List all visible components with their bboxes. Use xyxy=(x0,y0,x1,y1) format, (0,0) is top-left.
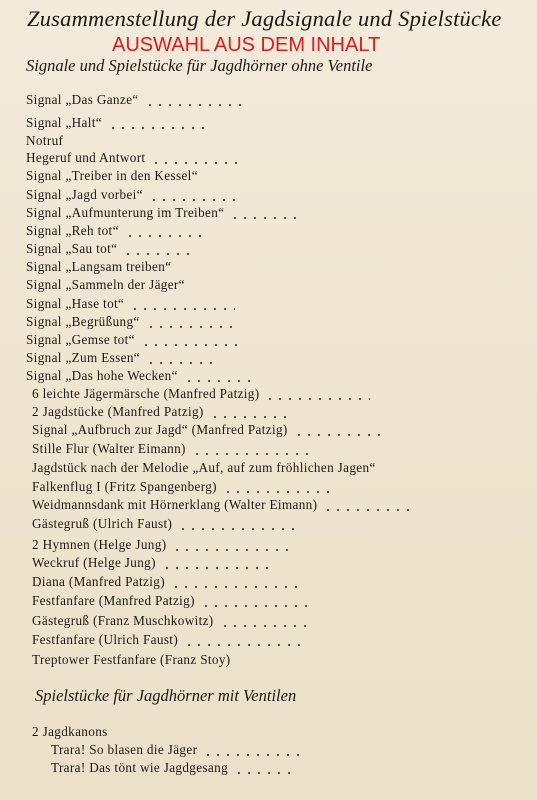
dot-leader xyxy=(199,592,310,608)
list-item xyxy=(0,91,248,109)
list-item-label: Diana (Manfred Patzig) xyxy=(32,574,165,589)
list-item xyxy=(0,573,300,591)
list-item-label: Signal „Treiber in den Kessel“ xyxy=(26,168,198,183)
dot-leader xyxy=(228,204,303,220)
list-item-label: Signal „Gemse tot“ xyxy=(26,332,135,347)
list-item-label: Festfanfare (Ulrich Faust) xyxy=(32,632,179,647)
list-item-label: Signal „Aufbruch zur Jagd“ (Manfred Patzig) xyxy=(32,422,288,437)
dot-leader xyxy=(380,459,475,475)
list-item-label: Trara! Das tönt wie Jagdgesang xyxy=(51,760,229,775)
list-item-label: Signal „Sau tot“ xyxy=(26,241,118,256)
dot-leader xyxy=(232,759,290,775)
list-item-label: Signal „Langsam treiben“ xyxy=(26,259,172,274)
dot-leader xyxy=(263,385,370,401)
list-item-label: Signal „Sammeln der Jäger“ xyxy=(26,277,185,292)
dot-leader xyxy=(175,258,240,274)
list-item xyxy=(0,331,238,349)
list-item xyxy=(0,222,201,240)
list-item xyxy=(0,496,410,514)
list-item xyxy=(0,186,240,204)
list-item xyxy=(0,759,290,777)
dot-leader xyxy=(235,651,315,667)
dot-leader xyxy=(139,331,238,347)
dot-leader xyxy=(144,349,218,365)
list-item xyxy=(0,440,310,458)
list-item-label: 2 Jagdkanons xyxy=(32,724,108,739)
list-item-label: Hegeruf und Antwort xyxy=(26,150,146,165)
list-item-label: Weckruf (Helge Jung) xyxy=(32,555,156,570)
list-item xyxy=(0,276,245,294)
dot-leader xyxy=(292,421,380,437)
dot-leader xyxy=(201,741,305,757)
section-heading-without-valves: Signale und Spielstücke für Jagdhörner ohne Ventile xyxy=(26,56,373,75)
list-item-label: Signal „Jagd vorbei“ xyxy=(26,187,143,202)
dot-leader xyxy=(208,403,290,419)
dot-leader xyxy=(123,222,201,238)
list-item xyxy=(0,258,240,276)
dot-leader xyxy=(106,114,205,130)
list-item xyxy=(0,741,305,759)
list-item-label: Gästegruß (Ulrich Faust) xyxy=(32,516,173,531)
list-item xyxy=(0,612,310,630)
dot-leader xyxy=(202,167,272,183)
dot-leader xyxy=(221,478,330,494)
list-item-label: Signal „Begrüßung“ xyxy=(26,314,140,329)
list-item-label: Gästegruß (Franz Muschkowitz) xyxy=(32,613,214,628)
page-title: Zusammenstellung der Jagdsignale und Spielstücke xyxy=(27,6,502,31)
list-item xyxy=(0,313,235,331)
list-item-label: Signal „Hase tot“ xyxy=(26,296,125,311)
dot-leader xyxy=(182,631,300,647)
dot-leader xyxy=(182,367,253,383)
dot-leader xyxy=(190,440,310,456)
dot-leader xyxy=(160,554,270,570)
list-item xyxy=(0,515,300,533)
list-item xyxy=(0,403,290,421)
list-item-label: 2 Jagdstücke (Manfred Patzig) xyxy=(32,404,204,419)
list-item-label: 6 leichte Jägermärsche (Manfred Patzig) xyxy=(32,386,260,401)
dot-leader xyxy=(121,240,190,256)
list-item xyxy=(0,149,239,167)
dot-leader xyxy=(144,313,235,329)
list-item xyxy=(0,592,310,610)
list-item-label: Trara! So blasen die Jäger xyxy=(51,742,198,757)
list-item-label: 2 Hymnen (Helge Jung) xyxy=(32,537,167,552)
dot-leader xyxy=(128,295,235,311)
list-item-label: Signal „Reh tot“ xyxy=(26,223,119,238)
list-item-label: Notruf xyxy=(26,133,64,148)
dot-leader xyxy=(143,91,249,107)
list-item-label: Jagdstück nach der Melodie „Auf, auf zum fröhlichen Jagen“ xyxy=(32,460,376,475)
list-item xyxy=(0,240,190,258)
section-heading-with-valves: Spielstücke für Jagdhörner mit Ventilen xyxy=(35,686,297,705)
list-item-label: Stille Flur (Walter Eimann) xyxy=(32,441,186,456)
list-item xyxy=(0,631,300,649)
list-item-label: Treptower Festfanfare (Franz Stoy) xyxy=(32,652,231,667)
dot-leader xyxy=(149,149,239,165)
dot-leader xyxy=(176,515,300,531)
dot-leader xyxy=(147,186,240,202)
dot-leader xyxy=(170,536,290,552)
list-item xyxy=(0,204,303,222)
list-item-label: Signal „Aufmunterung im Treiben“ xyxy=(26,205,225,220)
list-item xyxy=(0,132,77,150)
list-item xyxy=(0,536,290,554)
dot-leader xyxy=(189,276,245,292)
list-item xyxy=(0,114,205,132)
list-item xyxy=(0,651,315,669)
list-item xyxy=(0,349,218,367)
list-item xyxy=(0,421,380,439)
list-item xyxy=(0,385,370,403)
dot-leader xyxy=(321,496,410,512)
dot-leader xyxy=(112,723,160,739)
list-item-label: Festfanfare (Manfred Patzig) xyxy=(32,593,195,608)
list-item-label: Falkenflug I (Fritz Spangenberg) xyxy=(32,479,217,494)
list-group-label xyxy=(0,723,160,741)
list-item-label: Signal „Zum Essen“ xyxy=(26,350,140,365)
list-item xyxy=(0,554,270,572)
list-item-label: Signal „Das hohe Wecken“ xyxy=(26,368,178,383)
excerpt-label: AUSWAHL AUS DEM INHALT xyxy=(112,34,381,56)
list-item xyxy=(0,367,253,385)
list-item-label: Weidmannsdank mit Hörnerklang (Walter Eimann) xyxy=(32,497,318,512)
dot-leader xyxy=(218,612,310,628)
list-item-label: Signal „Das Ganze“ xyxy=(26,92,139,107)
list-item-label: Signal „Halt“ xyxy=(26,115,102,130)
list-item xyxy=(0,295,235,313)
list-item xyxy=(0,167,272,185)
list-item xyxy=(0,478,330,496)
list-item xyxy=(0,459,475,477)
dot-leader xyxy=(169,573,300,589)
dot-leader xyxy=(67,132,77,148)
